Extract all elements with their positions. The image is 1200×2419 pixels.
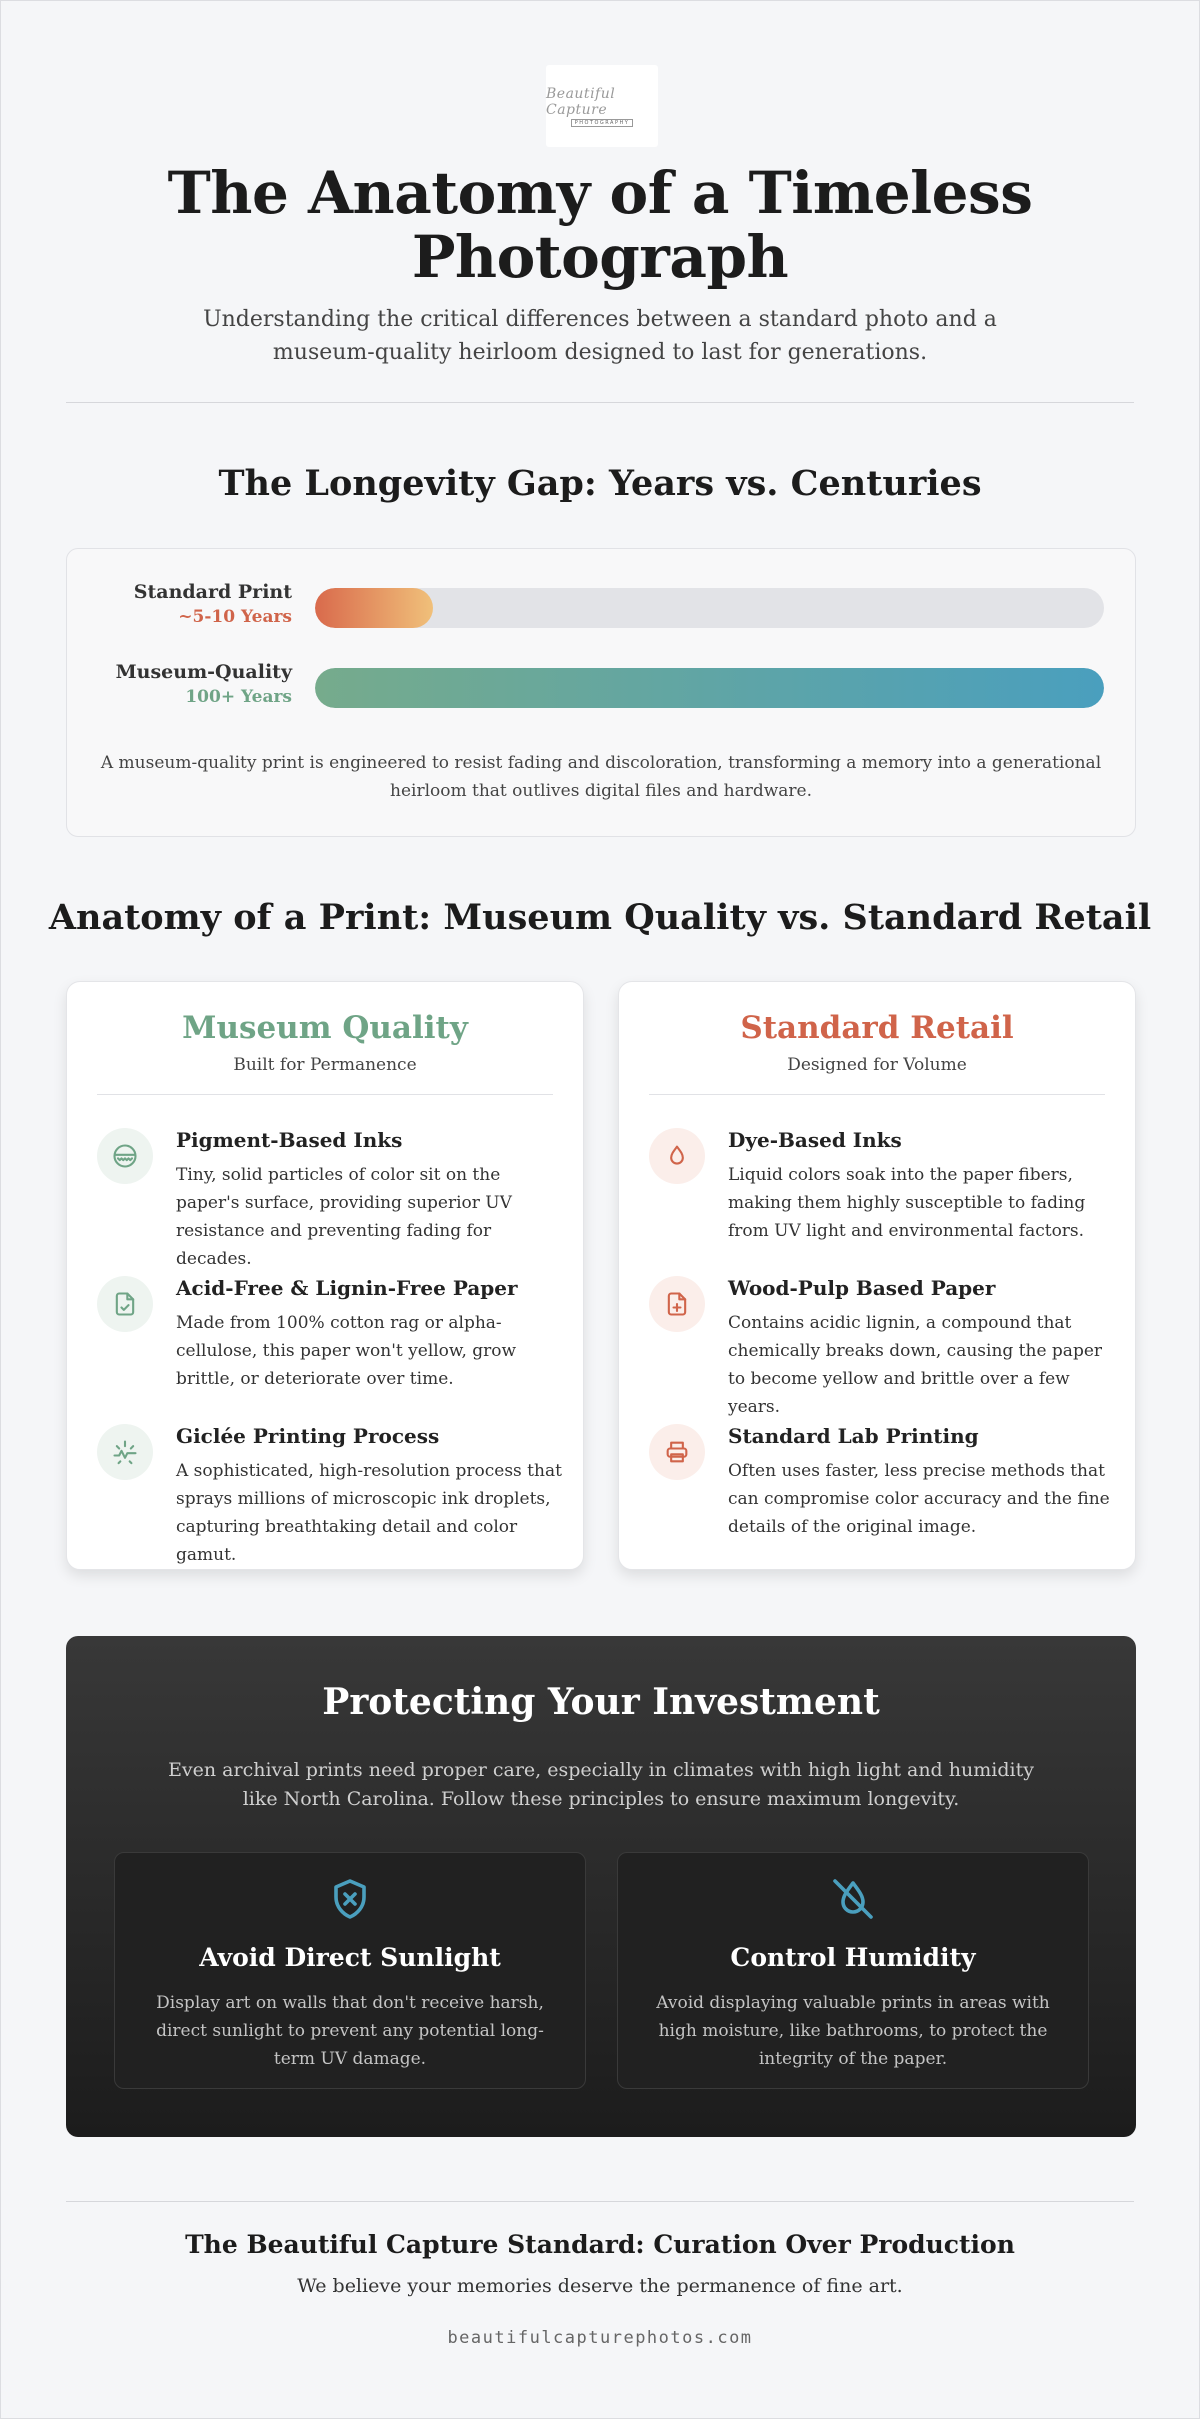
card-divider bbox=[97, 1094, 553, 1095]
feature-text: Contains acidic lignin, a compound that chemically breaks down, causing the paper to become yellow and brittle over a few years. bbox=[728, 1313, 1103, 1417]
droplet-off-icon bbox=[618, 1875, 1088, 1923]
standard-retail-card bbox=[618, 981, 1136, 1570]
standard-bar-label bbox=[67, 581, 292, 627]
standard-card-title: Standard Retail bbox=[740, 1010, 1014, 1046]
divider bbox=[66, 2201, 1134, 2202]
protect-panel bbox=[66, 1636, 1136, 2137]
museum-card-subtitle: Built for Permanence bbox=[233, 1055, 417, 1075]
museum-quality-track bbox=[315, 668, 1104, 708]
feature-title: Pigment-Based Inks bbox=[176, 1128, 403, 1152]
feature-title: Standard Lab Printing bbox=[728, 1424, 979, 1448]
card-divider bbox=[649, 1094, 1105, 1095]
feature-text: Often uses faster, less precise methods that can compromise color accuracy and the fine details of the original image. bbox=[728, 1461, 1110, 1537]
feature-text: Made from 100% cotton rag or alpha-cellulose, this paper won't yellow, grow brittle, or deteriorate over time. bbox=[176, 1313, 517, 1389]
page-subtitle: Understanding the critical differences between a standard photo and a museum-quality heirloom designed to last for generations. bbox=[203, 307, 997, 365]
standard-card-subtitle: Designed for Volume bbox=[787, 1055, 967, 1075]
feature-title: Giclée Printing Process bbox=[176, 1424, 440, 1448]
logo-sub-text: PHOTOGRAPHY bbox=[571, 119, 634, 127]
standard-print-name: Standard Print bbox=[133, 581, 292, 603]
footer-text: We believe your memories deserve the permanence of fine art. bbox=[297, 2275, 903, 2297]
brand-logo bbox=[546, 65, 658, 147]
care-card-text: Avoid displaying valuable prints in areas with high moisture, like bathrooms, to protect the integrity of the paper. bbox=[656, 1993, 1050, 2069]
care-card-humidity bbox=[617, 1852, 1089, 2089]
feature-text: Liquid colors soak into the paper fibers, making them highly susceptible to fading from UV light and environmental factors. bbox=[728, 1165, 1086, 1241]
longevity-note: A museum-quality print is engineered to resist fading and discoloration, transforming a memory into a generational heirloom that outlives digital files and hardware. bbox=[100, 753, 1102, 801]
feature-title: Dye-Based Inks bbox=[728, 1128, 902, 1152]
feature-title: Acid-Free & Lignin-Free Paper bbox=[176, 1276, 518, 1300]
printer-icon bbox=[649, 1424, 705, 1480]
care-card-title: Control Humidity bbox=[730, 1943, 976, 1972]
feature-title: Wood-Pulp Based Paper bbox=[728, 1276, 996, 1300]
standard-print-fill bbox=[315, 588, 433, 628]
care-card-sunlight bbox=[114, 1852, 586, 2089]
protect-title: Protecting Your Investment bbox=[322, 1681, 880, 1723]
shield-x-icon bbox=[115, 1875, 585, 1923]
protect-text: Even archival prints need proper care, especially in climates with high light and humidity like North Carolina. Follow these principles to ensure maximum longevity. bbox=[168, 1759, 1034, 1810]
standard-print-track bbox=[315, 588, 1104, 628]
page-title: The Anatomy of a Timeless Photograph bbox=[167, 159, 1033, 291]
divider bbox=[66, 402, 1134, 403]
longevity-panel bbox=[66, 548, 1136, 837]
care-card-title: Avoid Direct Sunlight bbox=[199, 1943, 501, 1972]
museum-quality-years: 100+ Years bbox=[185, 687, 292, 707]
museum-card-title: Museum Quality bbox=[182, 1010, 468, 1046]
feature-text: Tiny, solid particles of color sit on the paper's surface, providing superior UV resistance and preventing fading for decades. bbox=[176, 1165, 512, 1269]
website-link[interactable]: beautifulcapturephotos.com bbox=[447, 2328, 753, 2348]
museum-quality-fill bbox=[315, 668, 1104, 708]
anatomy-heading: Anatomy of a Print: Museum Quality vs. Standard Retail bbox=[48, 897, 1152, 938]
logo-script-text: Beautiful Capture bbox=[546, 85, 616, 118]
museum-quality-card bbox=[66, 981, 584, 1570]
standard-print-years: ~5-10 Years bbox=[178, 607, 292, 627]
droplet-icon bbox=[649, 1128, 705, 1184]
footer-title: The Beautiful Capture Standard: Curation Over Production bbox=[185, 2230, 1015, 2259]
museum-quality-name: Museum-Quality bbox=[115, 661, 292, 683]
museum-bar-label bbox=[67, 661, 292, 707]
care-card-text: Display art on walls that don't receive harsh, direct sunlight to prevent any potential long-term UV damage. bbox=[156, 1993, 544, 2069]
spray-icon bbox=[97, 1424, 153, 1480]
file-plus-icon bbox=[649, 1276, 705, 1332]
file-check-icon bbox=[97, 1276, 153, 1332]
longevity-heading: The Longevity Gap: Years vs. Centuries bbox=[218, 463, 982, 504]
feature-text: A sophisticated, high-resolution process that sprays millions of microscopic ink droplets, capturing breathtaking detail and color gamut. bbox=[176, 1461, 562, 1565]
droplets-icon bbox=[97, 1128, 153, 1184]
